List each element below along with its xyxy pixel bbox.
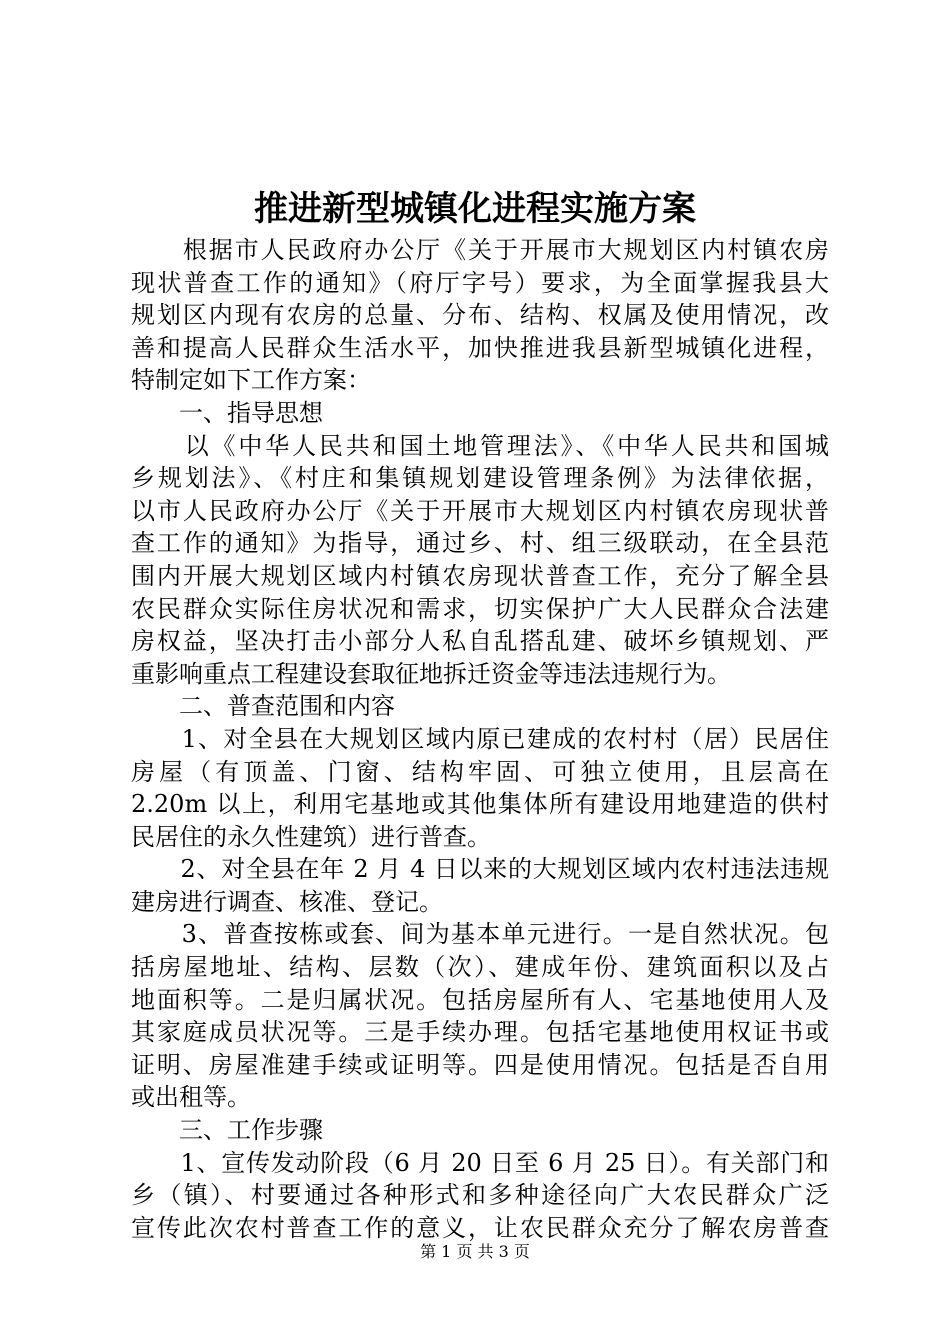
body-text-line: 证明、房屋准建手续或证明等。四是使用情况。包括是否自用 xyxy=(131,1050,829,1079)
body-text-line: 特制定如下工作方案： xyxy=(131,366,371,395)
body-text-line: 房权益，坚决打击小部分人私自乱搭乱建、破坏乡镇规划、严 xyxy=(131,627,829,656)
body-text-line: 2.20m 以上，利用宅基地或其他集体所有建设用地建造的供村 xyxy=(131,790,829,819)
body-text-line: 括房屋地址、结构、层数（次）、建成年份、建筑面积以及占 xyxy=(131,953,829,982)
body-text-line: 其家庭成员状况等。三是手续办理。包括宅基地使用权证书或 xyxy=(131,1018,829,1047)
body-text-line: 建房进行调查、核准、登记。 xyxy=(131,887,443,916)
body-text-line: 乡（镇）、村要通过各种形式和多种途径向广大农民群众广泛 xyxy=(131,1181,829,1210)
body-text-line: 地面积等。二是归属状况。包括房屋所有人、宅基地使用人及 xyxy=(131,985,829,1014)
body-text-line: 重影响重点工程建设套取征地拆迁资金等违法违规行为。 xyxy=(131,659,731,688)
body-text-line: 以《中华人民共和国土地管理法》、《中华人民共和国城 xyxy=(131,431,829,460)
body-text-line: 2、对全县在年 2 月 4 日以来的大规划区域内农村违法违规 xyxy=(131,855,829,884)
body-text-line: 或出租等。 xyxy=(131,1083,251,1112)
body-text-line: 3、普查按栋或套、间为基本单元进行。一是自然状况。包 xyxy=(131,920,829,949)
body-text-line: 现状普查工作的通知》（府厅字号）要求，为全面掌握我县大 xyxy=(131,268,829,297)
body-text-line: 民居住的永久性建筑）进行普查。 xyxy=(131,822,491,851)
body-text-line: 农民群众实际住房状况和需求，切实保护广大人民群众合法建 xyxy=(131,594,829,623)
page-footer: 第 1 页 共 3 页 xyxy=(420,1242,530,1261)
body-text-line: 乡规划法》、《村庄和集镇规划建设管理条例》为法律依据， xyxy=(131,464,829,493)
body-text-line: 根据市人民政府办公厅《关于开展市大规划区内村镇农房 xyxy=(131,236,829,264)
body-text-line: 善和提高人民群众生活水平，加快推进我县新型城镇化进程， xyxy=(131,333,829,362)
body-text-line: 房屋（有顶盖、门窗、结构牢固、可独立使用，且层高在 xyxy=(131,757,829,786)
document-title: 推进新型城镇化进程实施方案 xyxy=(254,189,696,229)
body-text-line: 1、宣传发动阶段（6 月 20 日至 6 月 25 日）。有关部门和 xyxy=(131,1148,829,1177)
body-text-line: 规划区内现有农房的总量、分布、结构、权属及使用情况，改 xyxy=(131,301,829,330)
body-text-line: 围内开展大规划区域内村镇农房现状普查工作，充分了解全县 xyxy=(131,561,829,590)
document-body xyxy=(131,234,829,1244)
body-text-line: 1、对全县在大规划区域内原已建成的农村村（居）民居住 xyxy=(131,724,829,753)
body-text-line: 三、工作步骤 xyxy=(131,1116,323,1145)
body-text-line: 一、指导思想 xyxy=(131,398,323,427)
body-text-line: 宣传此次农村普查工作的意义，让农民群众充分了解农房普查 xyxy=(131,1213,829,1242)
body-text-line: 二、普查范围和内容 xyxy=(131,692,395,721)
body-text-line: 以市人民政府办公厅《关于开展市大规划区内村镇农房现状普 xyxy=(131,496,829,525)
body-text-line: 查工作的通知》为指导，通过乡、村、组三级联动，在全县范 xyxy=(131,529,829,558)
